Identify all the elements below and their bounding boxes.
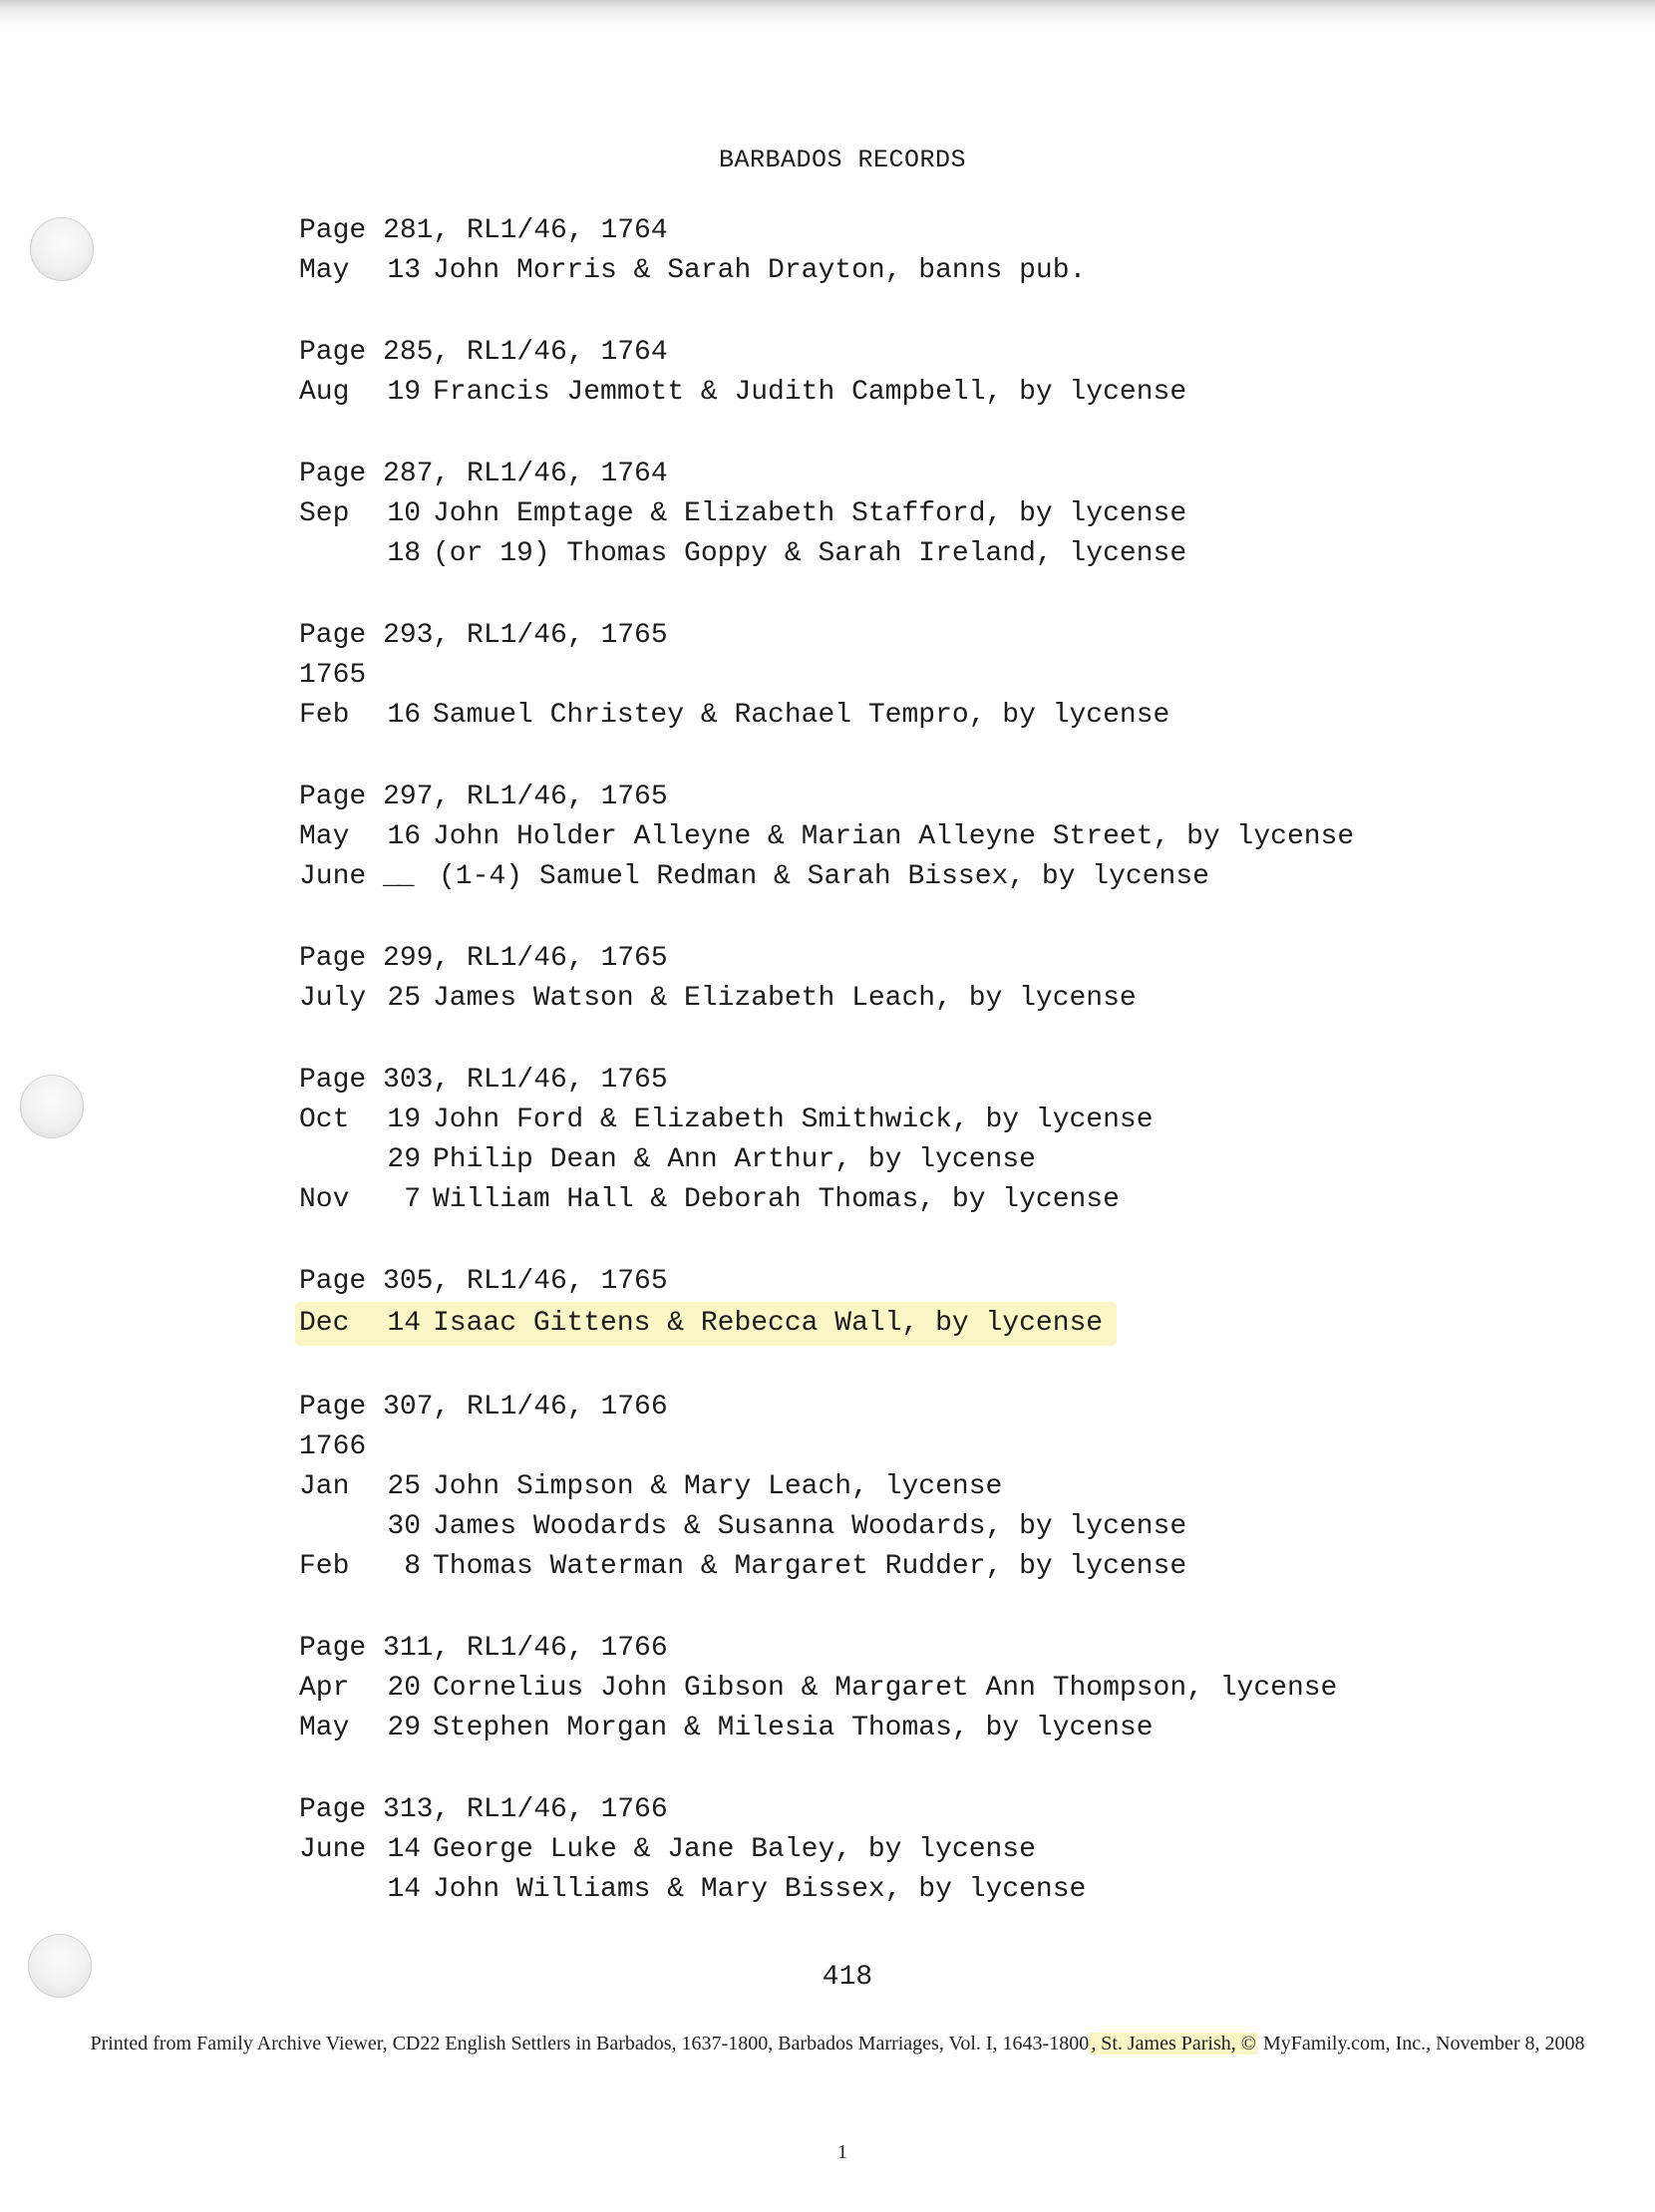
record-entry (299, 1140, 1495, 1180)
record-header: Page 299, RL1/46, 1765 (299, 943, 668, 974)
entry-text: George Luke & Jane Baley, by lycense (433, 1834, 1036, 1865)
scan-top-edge (0, 0, 1655, 26)
record-block (299, 211, 1495, 291)
record-block (299, 778, 1495, 897)
entry-text: Philip Dean & Ann Arthur, by lycense (433, 1144, 1036, 1175)
entry-month: Jan (299, 1471, 350, 1502)
page-number: 418 (822, 1962, 873, 1993)
entry-month: Oct (299, 1105, 350, 1135)
print-page-number: 1 (837, 2141, 847, 2163)
footer-text-start: Printed from Family Archive Viewer, CD22 English Settlers in Barbados, 1637-1800, Barbados Marriages, Vol. I, 1643-1800 (90, 2033, 1090, 2054)
entry-day: 25 (387, 983, 421, 1014)
entry-day: 16 (387, 821, 421, 852)
entry-month: May (299, 1713, 350, 1743)
entry-text: (1-4) Samuel Redman & Sarah Bissex, by lycense (439, 861, 1209, 892)
entry-text: Cornelius John Gibson & Margaret Ann Thompson, lycense (433, 1673, 1338, 1704)
record-block (299, 939, 1495, 1019)
entry-month: May (299, 821, 350, 852)
entry-day: 10 (387, 498, 421, 529)
record-entry (299, 1669, 1495, 1709)
record-header: Page 285, RL1/46, 1764 (299, 337, 668, 368)
record-entry-highlighted (299, 1302, 1495, 1346)
record-year: 1766 (299, 1431, 367, 1462)
record-header: Page 293, RL1/46, 1765 (299, 620, 668, 651)
punch-hole-top (30, 217, 94, 281)
record-header: Page 303, RL1/46, 1765 (299, 1065, 668, 1096)
record-entry (299, 696, 1495, 736)
record-entry (299, 1709, 1495, 1748)
record-block (299, 1388, 1495, 1587)
entry-month: Dec (299, 1308, 350, 1339)
record-block (299, 1629, 1495, 1748)
record-block (299, 1790, 1495, 1910)
record-entry (299, 1467, 1495, 1507)
entry-month: Aug (299, 377, 350, 408)
record-header: Page 307, RL1/46, 1766 (299, 1392, 668, 1422)
entry-text: John Morris & Sarah Drayton, banns pub. (433, 255, 1087, 286)
entry-text: Isaac Gittens & Rebecca Wall, by lycense (433, 1308, 1104, 1339)
entry-day: 19 (387, 1105, 421, 1135)
entry-month: Feb (299, 700, 350, 731)
entry-day: 20 (387, 1673, 421, 1704)
record-entry (299, 1830, 1495, 1870)
record-header: Page 281, RL1/46, 1764 (299, 215, 668, 246)
record-header: Page 305, RL1/46, 1765 (299, 1266, 668, 1297)
record-entry (299, 494, 1495, 534)
entry-day: 16 (387, 700, 421, 731)
record-block (299, 1061, 1495, 1220)
entry-day: 14 (387, 1874, 421, 1905)
record-entry (299, 1101, 1495, 1140)
entry-text: (or 19) Thomas Goppy & Sarah Ireland, lycense (433, 538, 1187, 569)
entry-text: John Emptage & Elizabeth Stafford, by lycense (433, 498, 1187, 529)
entry-month: May (299, 255, 350, 286)
entry-day: 18 (387, 538, 421, 569)
entry-text: Samuel Christey & Rachael Tempro, by lycense (433, 700, 1170, 731)
record-header: Page 311, RL1/46, 1766 (299, 1633, 668, 1664)
entry-day: 7 (404, 1184, 421, 1215)
entry-month: July (299, 983, 367, 1014)
record-header: Page 287, RL1/46, 1764 (299, 459, 668, 489)
record-entry (299, 534, 1495, 574)
entry-day: 25 (387, 1471, 421, 1502)
entry-day: 14 (387, 1308, 421, 1339)
entry-text: William Hall & Deborah Thomas, by lycense (433, 1184, 1120, 1215)
entry-day: 14 (387, 1834, 421, 1865)
entry-month: Feb (299, 1551, 350, 1582)
record-header: Page 297, RL1/46, 1765 (299, 782, 668, 812)
document-title: BARBADOS RECORDS (718, 146, 967, 174)
entry-text: James Woodards & Susanna Woodards, by lycense (433, 1511, 1187, 1542)
entry-month: Apr (299, 1673, 350, 1704)
entry-day: 8 (404, 1551, 421, 1582)
record-entry (299, 1547, 1495, 1587)
entry-text: John Holder Alleyne & Marian Alleyne Street, by lycense (433, 821, 1355, 852)
entry-text: Thomas Waterman & Margaret Rudder, by lycense (433, 1551, 1187, 1582)
record-block (299, 333, 1495, 413)
record-entry (299, 1507, 1495, 1547)
entry-text: Francis Jemmott & Judith Campbell, by lycense (433, 377, 1187, 408)
highlight-marker (295, 1302, 1117, 1346)
record-header: Page 313, RL1/46, 1766 (299, 1794, 668, 1825)
footer-highlighted-text: , St. James Parish, © (1091, 2033, 1256, 2054)
record-block (299, 1262, 1495, 1346)
entry-month: June (299, 861, 367, 892)
entry-text: Stephen Morgan & Milesia Thomas, by lycense (433, 1713, 1154, 1743)
record-block (299, 455, 1495, 574)
punch-hole-middle (20, 1075, 84, 1138)
entry-text: John Simpson & Mary Leach, lycense (433, 1471, 1003, 1502)
entry-month: June (299, 1834, 367, 1865)
entry-day: 13 (387, 255, 421, 286)
record-entry (299, 1180, 1495, 1220)
entry-day-blank: __ (383, 861, 413, 892)
entry-day: 29 (387, 1713, 421, 1743)
entry-day: 30 (387, 1511, 421, 1542)
record-entry (299, 857, 1495, 897)
entry-month: Nov (299, 1184, 350, 1215)
entry-text: James Watson & Elizabeth Leach, by lycense (433, 983, 1137, 1014)
record-entry (299, 817, 1495, 857)
entry-text: John Williams & Mary Bissex, by lycense (433, 1874, 1087, 1905)
record-year: 1765 (299, 660, 367, 691)
footer-text-end: MyFamily.com, Inc., November 8, 2008 (1257, 2033, 1585, 2054)
entry-text: John Ford & Elizabeth Smithwick, by lycense (433, 1105, 1154, 1135)
record-block (299, 616, 1495, 736)
print-footer (30, 2030, 1645, 2057)
records-list (299, 211, 1495, 1952)
record-entry (299, 251, 1495, 291)
record-entry (299, 373, 1495, 413)
entry-day: 29 (387, 1144, 421, 1175)
entry-day: 19 (387, 377, 421, 408)
record-entry (299, 1870, 1495, 1910)
record-entry (299, 979, 1495, 1019)
entry-month: Sep (299, 498, 350, 529)
